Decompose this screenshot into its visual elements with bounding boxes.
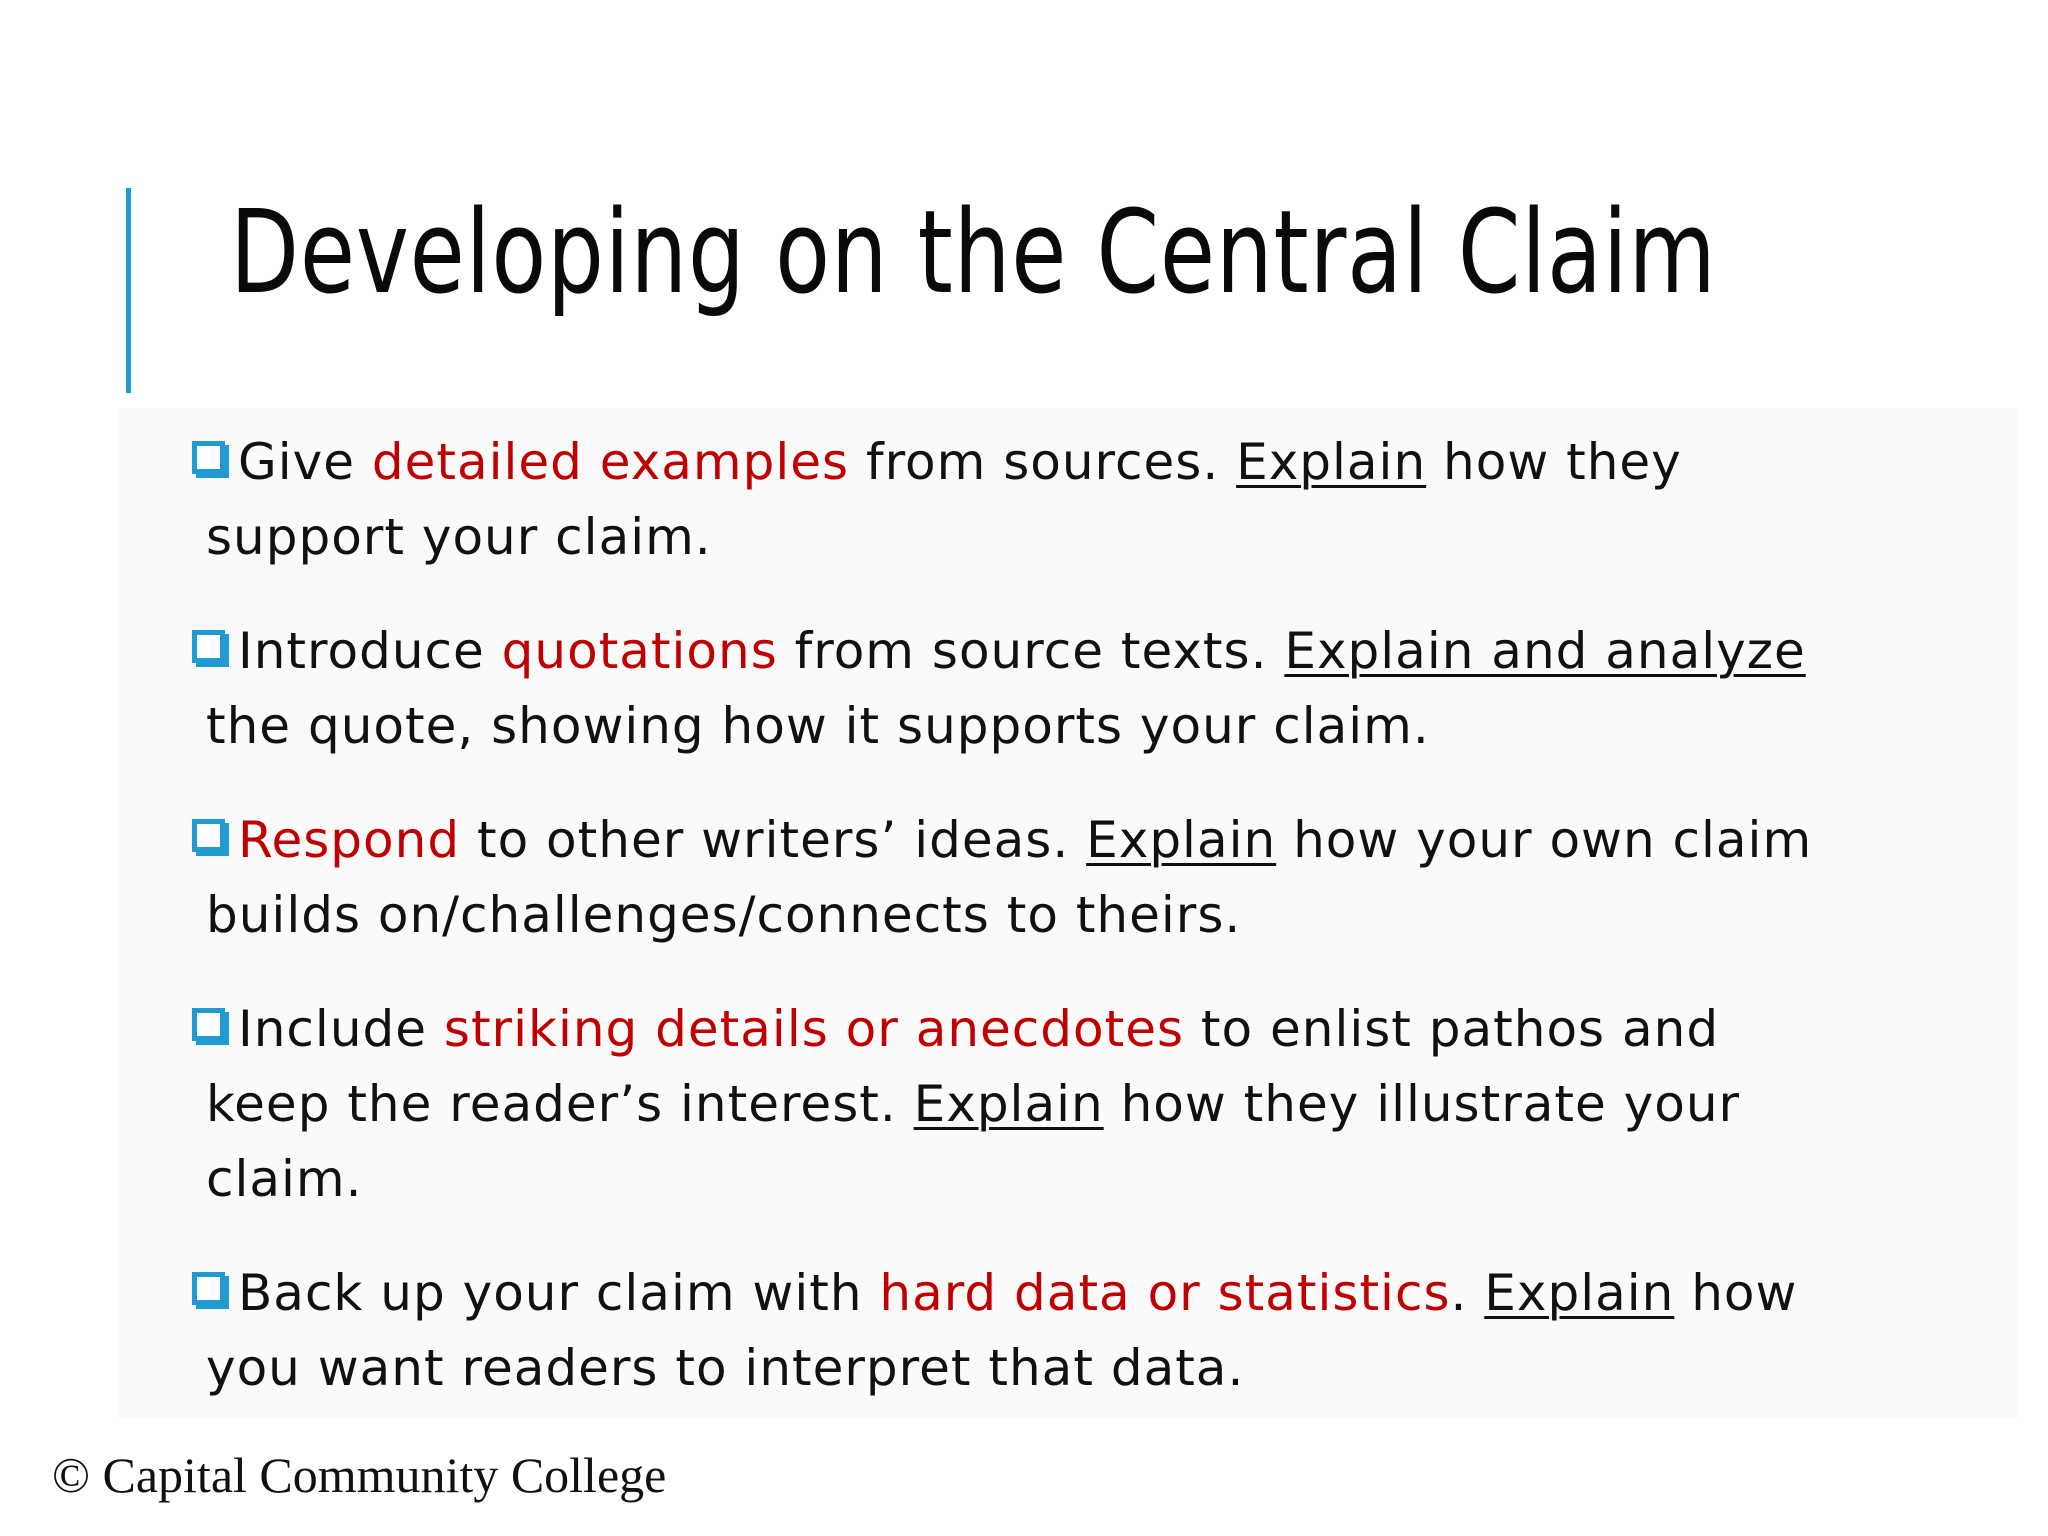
bullet-phrase: from sources. [849, 433, 1237, 491]
bullet-phrase: to other writers’ ideas. [460, 811, 1087, 869]
underlined-phrase: Explain [1484, 1264, 1675, 1322]
bullet-item [188, 425, 1828, 575]
bullet-phrase: how they illustrate your claim. [206, 1075, 1741, 1208]
bullet-text [206, 425, 1828, 575]
checkbox-icon [192, 1272, 225, 1305]
bullet-text [206, 803, 1828, 953]
underlined-phrase: Explain and analyze [1284, 622, 1806, 680]
slide-title: Developing on the Central Claim [230, 186, 1717, 320]
bullet-text [206, 1256, 1828, 1406]
bullet-phrase: Include [238, 1000, 444, 1058]
checkbox-icon [192, 441, 225, 474]
underlined-phrase: Explain [1236, 433, 1427, 491]
bullet-list [188, 425, 1828, 1445]
bullet-phrase: how you want readers to interpret that data. [206, 1264, 1798, 1397]
bullet-item [188, 614, 1828, 764]
title-accent-bar [126, 188, 131, 393]
bullet-text [206, 992, 1828, 1217]
checkbox-icon [192, 630, 225, 663]
checkbox-icon [192, 1008, 225, 1041]
underlined-phrase: Explain [913, 1075, 1104, 1133]
bullet-phrase: Introduce [238, 622, 502, 680]
bullet-item [188, 992, 1828, 1217]
bullet-phrase: how they support your claim. [206, 433, 1682, 566]
highlighted-phrase: quotations [501, 622, 778, 680]
bullet-phrase: Back up your claim with [238, 1264, 880, 1322]
copyright-footer: © Capital Community College [52, 1447, 667, 1503]
bullet-item [188, 1256, 1828, 1406]
bullet-phrase: from source texts. [777, 622, 1285, 680]
bullet-item [188, 803, 1828, 953]
highlighted-phrase: Respond [238, 811, 461, 869]
highlighted-phrase: hard data or statistics [879, 1264, 1451, 1322]
bullet-phrase: . [1450, 1264, 1485, 1322]
bullet-phrase: how your own claim builds on/challenges/connects to theirs. [206, 811, 1813, 944]
highlighted-phrase: detailed examples [371, 433, 850, 491]
bullet-text [206, 614, 1828, 764]
checkbox-icon [192, 819, 225, 852]
bullet-phrase: to enlist pathos and keep the reader’s interest. [206, 1000, 1720, 1133]
underlined-phrase: Explain [1086, 811, 1277, 869]
bullet-phrase: Give [238, 433, 372, 491]
bullet-phrase: the quote, showing how it supports your claim. [206, 697, 1430, 755]
highlighted-phrase: striking details or anecdotes [443, 1000, 1185, 1058]
